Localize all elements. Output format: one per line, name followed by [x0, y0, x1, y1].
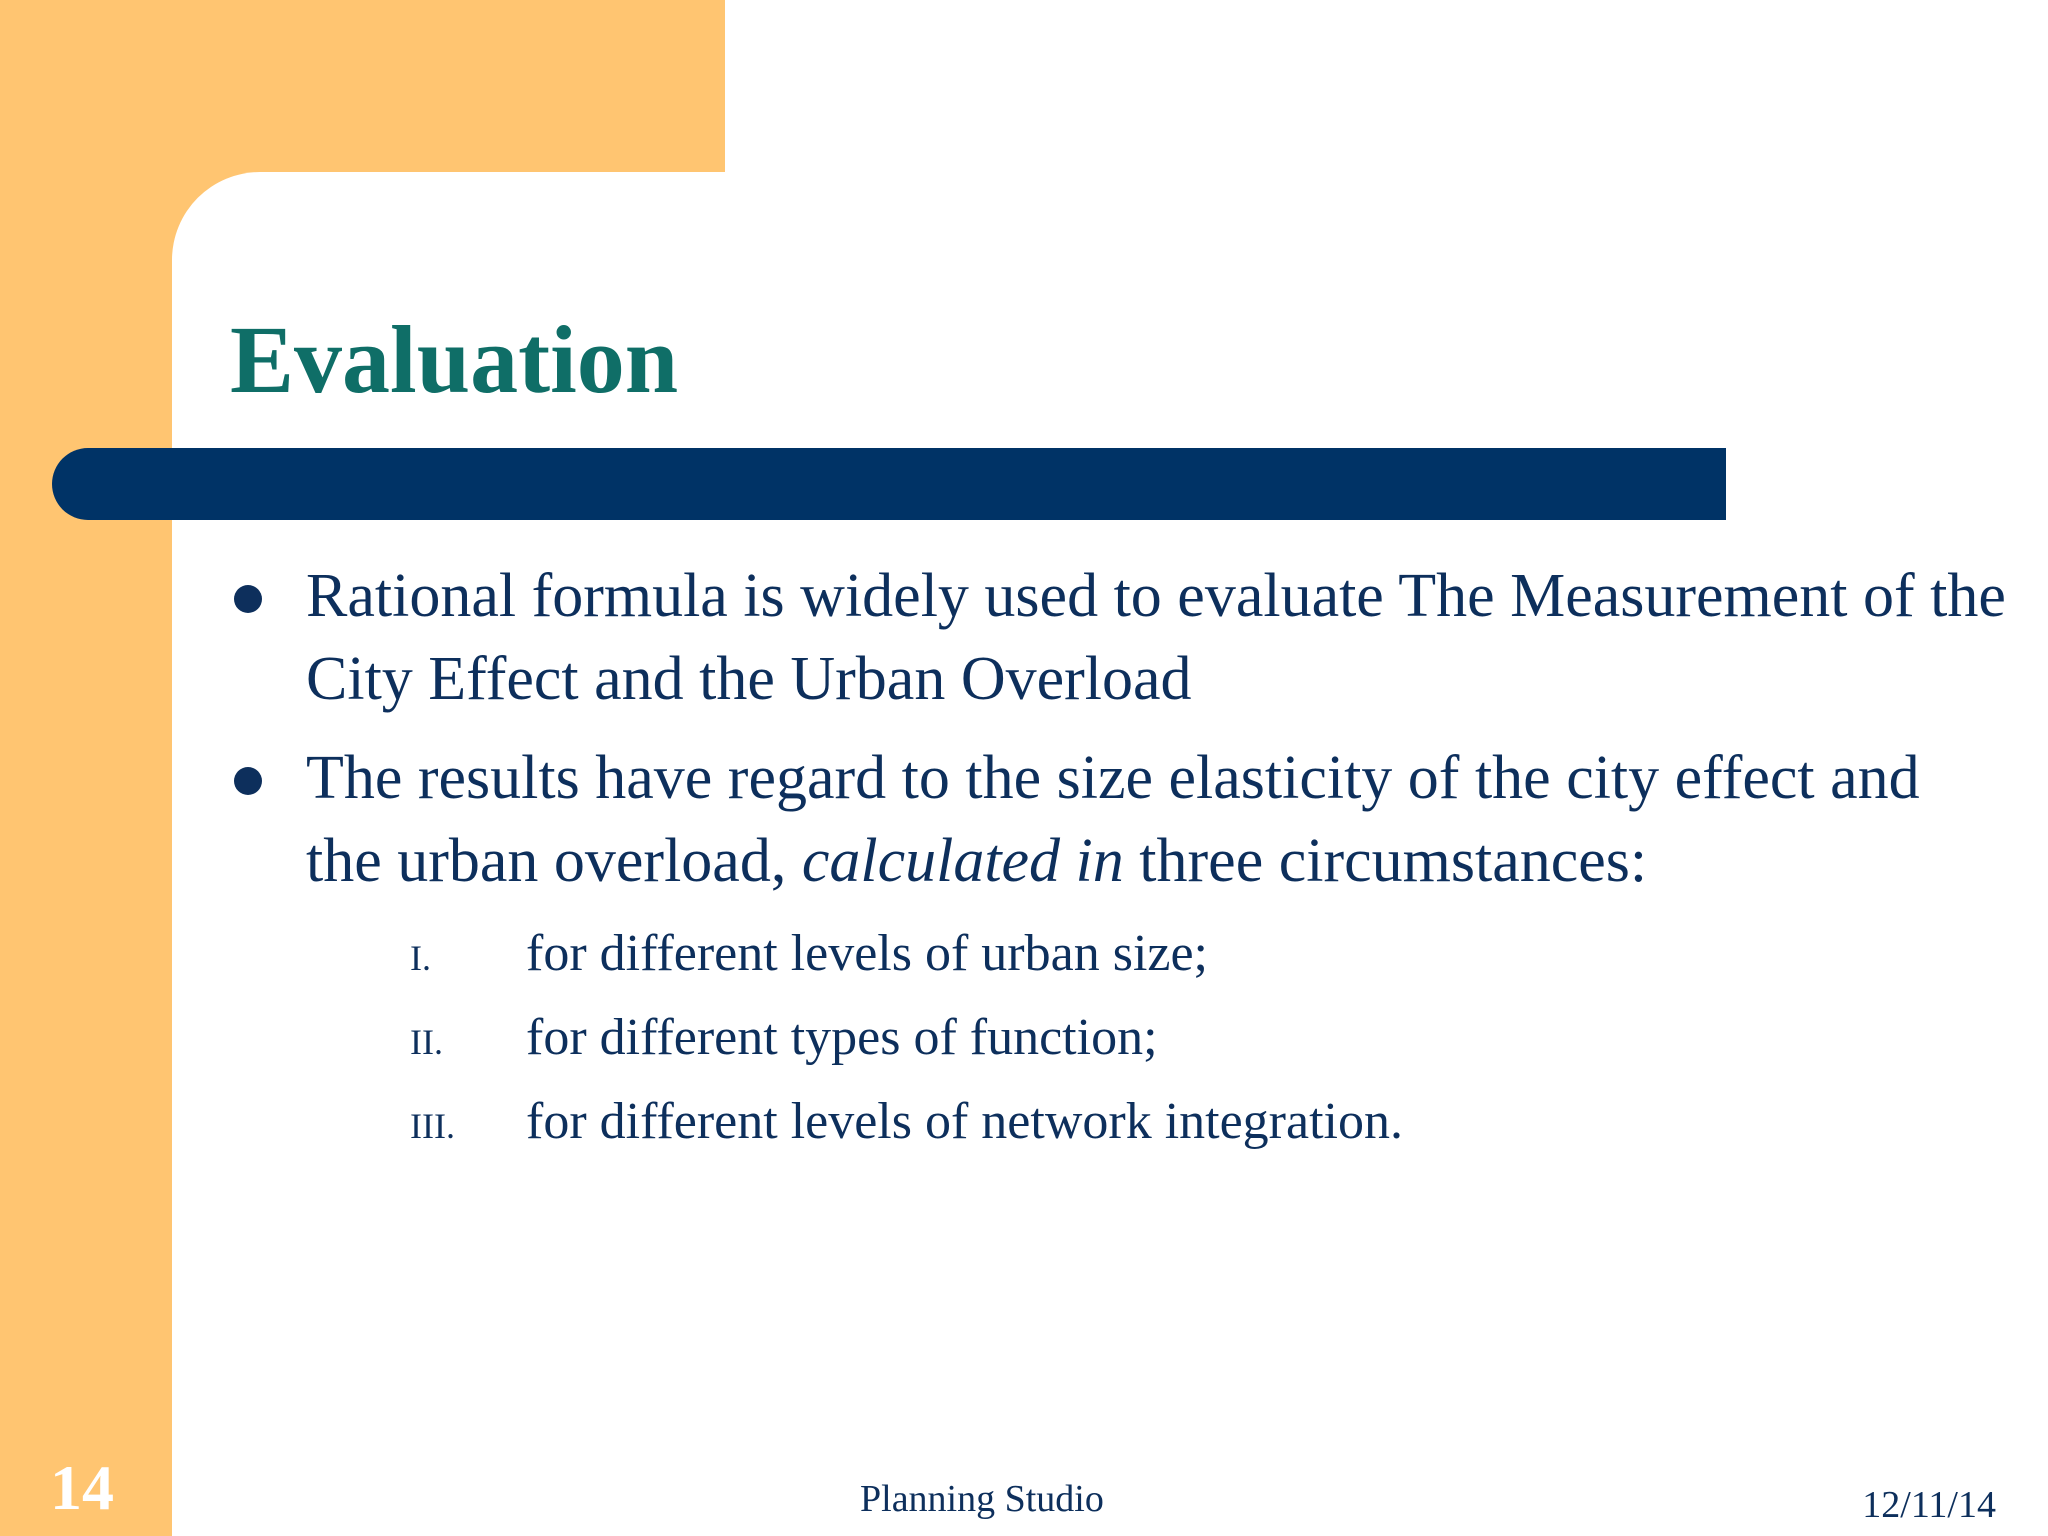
sublist-number: I.: [410, 938, 431, 978]
sublist-item: [410, 996, 1403, 1080]
bullet-list: [230, 555, 2010, 919]
bullet-dot-icon: [234, 585, 262, 613]
title-underline-bar: [52, 448, 1726, 520]
roman-sublist: [410, 912, 1403, 1164]
footer-title: Planning Studio: [860, 1478, 1104, 1520]
top-accent-band: [0, 0, 725, 172]
bullet-item: [230, 737, 2010, 903]
sublist-number: II.: [410, 1022, 443, 1062]
bullet-text-italic: calculated in: [801, 827, 1124, 895]
sublist-number: III.: [410, 1106, 455, 1146]
bullet-text: Rational formula is widely used to evaluate The Measurement of the City Effect and the Urban Overload: [306, 562, 2006, 713]
sublist-text: for different levels of network integration.: [526, 1093, 1403, 1150]
bullet-text: [306, 744, 1920, 895]
bullet-item: [230, 555, 2010, 721]
left-accent-band: [0, 0, 172, 1536]
bullet-text-part: The results have regard to the size elasticity of the city effect and the urban overload,: [306, 744, 1920, 895]
bullet-dot-icon: [234, 767, 262, 795]
sublist-item: [410, 1080, 1403, 1164]
slide-number: 14: [50, 1452, 114, 1523]
footer-date: 12/11/14: [1862, 1484, 1996, 1526]
sublist-item: [410, 912, 1403, 996]
sublist-text: for different levels of urban size;: [526, 925, 1208, 982]
slide-title: Evaluation: [230, 306, 679, 413]
bullet-text-part: three circumstances:: [1123, 827, 1648, 895]
sublist-text: for different types of function;: [526, 1009, 1158, 1066]
